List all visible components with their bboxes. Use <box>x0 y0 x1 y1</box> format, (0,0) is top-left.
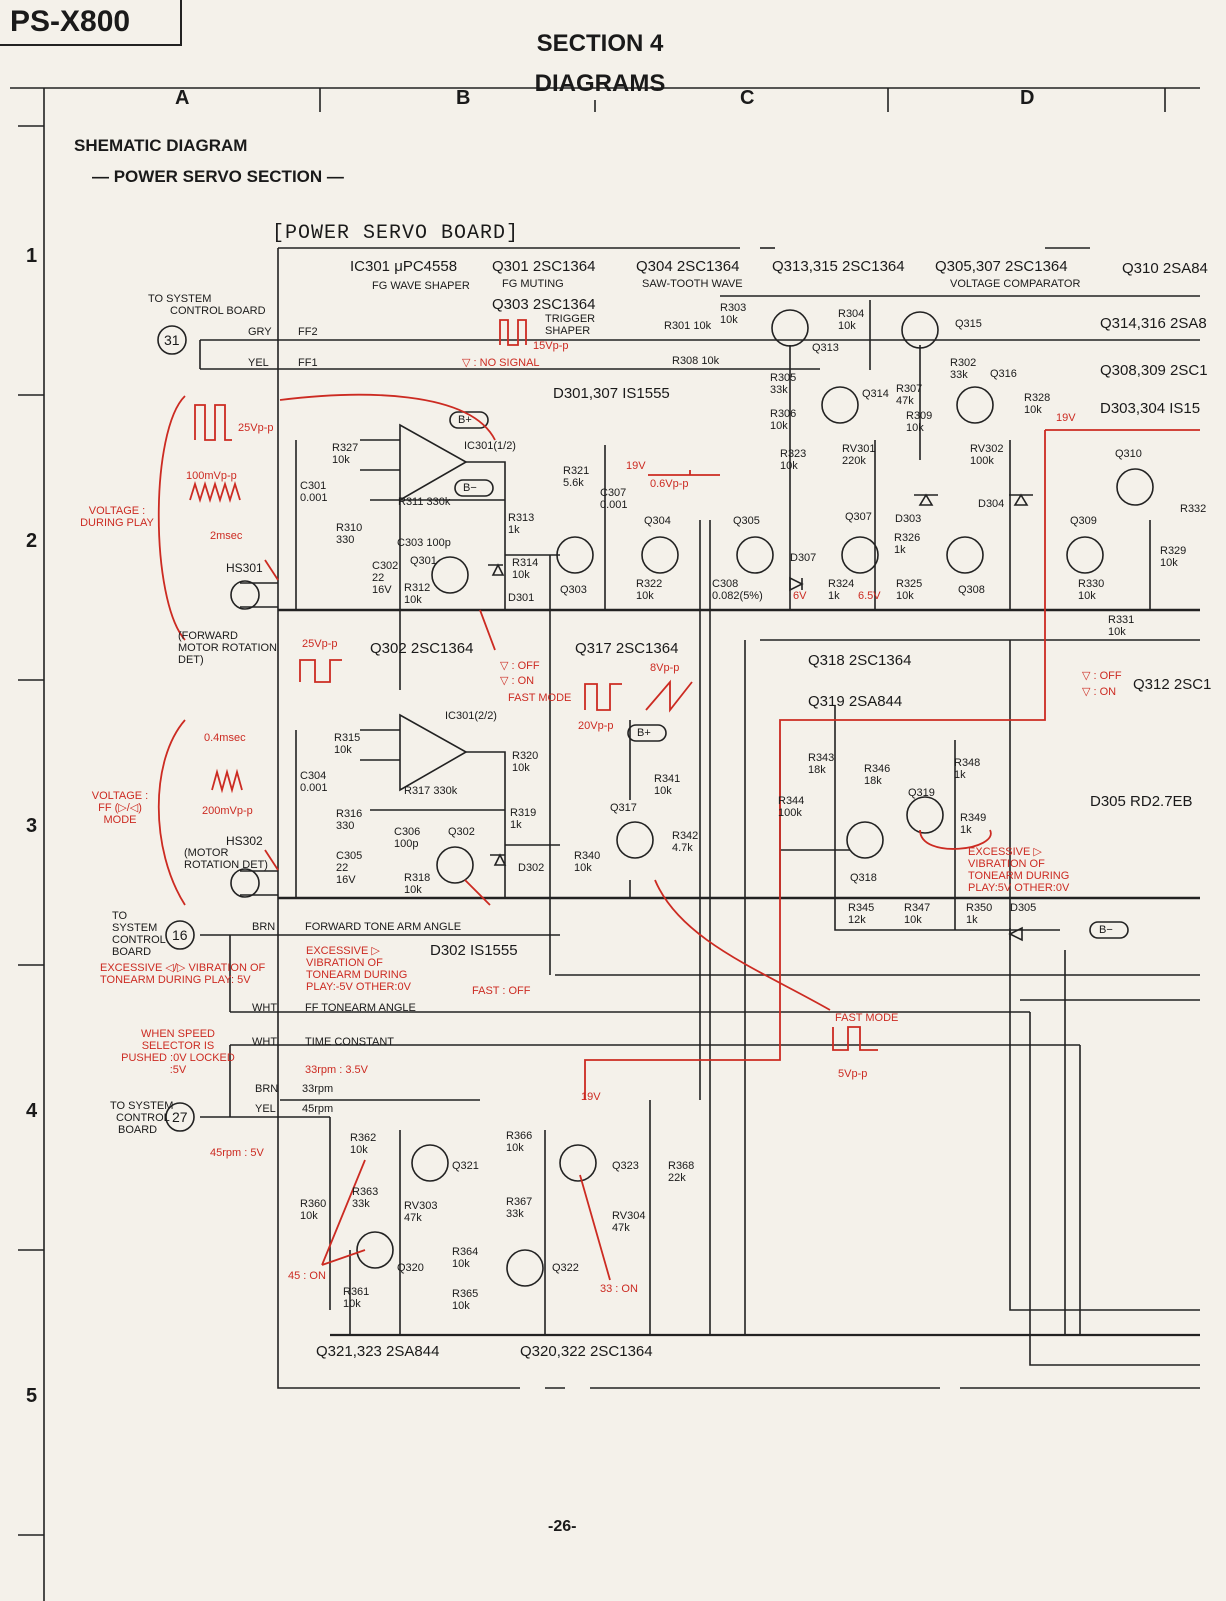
no-signal-label: ▽ : NO SIGNAL <box>462 357 540 369</box>
to-system-board-label: CONTROL BOARD <box>170 305 266 317</box>
v8-label: 8Vp-p <box>650 662 680 674</box>
label-q302: Q302 <box>448 826 475 838</box>
part-r330: R330 10k <box>1078 578 1105 602</box>
q317-label: Q317 2SC1364 <box>575 640 679 657</box>
part-r340: R340 10k <box>574 850 601 874</box>
v19-label-3: 19V <box>581 1091 601 1103</box>
v25-label-2: 25Vp-p <box>302 638 338 650</box>
label-d302: D302 <box>518 862 545 874</box>
label-q321: Q321 <box>452 1160 479 1172</box>
part-r368: R368 22k <box>668 1160 695 1184</box>
q318-label: Q318 2SC1364 <box>808 652 912 669</box>
part-r365: R365 10k <box>452 1288 479 1312</box>
hs301-label: HS301 <box>226 561 263 575</box>
q312-label: Q312 2SC1 <box>1133 676 1212 693</box>
ff-tonearm-label: FF TONEARM ANGLE <box>305 1002 416 1014</box>
page-number: -26- <box>548 1518 577 1535</box>
q304-label: Q304 2SC1364 <box>636 258 740 275</box>
part-r348: R348 1k <box>954 757 981 781</box>
q313-label: Q313,315 2SC1364 <box>772 258 905 275</box>
part-c301: C301 0.001 <box>300 480 328 504</box>
q305-function: VOLTAGE COMPARATOR <box>950 278 1081 290</box>
fast-off-label: FAST : OFF <box>472 985 531 997</box>
part-r346: R346 18k <box>864 763 891 787</box>
model-name: PS-X800 <box>0 0 182 46</box>
label-d301: D301 <box>508 592 535 604</box>
label-q305: Q305 <box>733 515 760 527</box>
label-q304: Q304 <box>644 515 671 527</box>
label-q318: Q318 <box>850 872 877 884</box>
to-system-16-label: TO SYSTEM CONTROL BOARD <box>112 910 166 958</box>
label-q320: Q320 <box>397 1262 424 1274</box>
q303-label: Q303 2SC1364 <box>492 296 596 313</box>
part-c307: C307 0.001 <box>600 487 628 511</box>
on45-label: 45 : ON <box>288 1270 326 1282</box>
board-title: [POWER SERVO BOARD] <box>272 222 520 245</box>
part-r320: R320 10k <box>512 750 539 774</box>
part-bplus-1: B+ <box>458 414 472 426</box>
connector-31: 31 <box>164 332 180 348</box>
q310-label: Q310 2SA84 <box>1122 260 1208 277</box>
part-r301: R301 10k <box>664 320 712 332</box>
part-rv304: RV304 47k <box>612 1210 646 1234</box>
section-subtitle: DIAGRAMS <box>534 70 666 97</box>
part-r324: R324 1k <box>828 578 855 602</box>
on33-label: 33 : ON <box>600 1283 638 1295</box>
part-rv302: RV302 100k <box>970 443 1004 467</box>
part-r341: R341 10k <box>654 773 681 797</box>
wave-200mvpp: 200mVp-p <box>202 805 253 817</box>
label-q315: Q315 <box>955 318 982 330</box>
part-r323: R323 10k <box>780 448 807 472</box>
label-q307: Q307 <box>845 511 872 523</box>
part-bplus-2: B+ <box>637 727 651 739</box>
d305-label: D305 RD2.7EB <box>1090 793 1193 810</box>
part-r331: R331 10k <box>1108 614 1135 638</box>
row-3: 3 <box>26 815 38 837</box>
part-r328: R328 10k <box>1024 392 1051 416</box>
part-ic2: IC301(2/2) <box>445 710 497 722</box>
part-r317: R317 330k <box>404 785 458 797</box>
part-r343: R343 18k <box>808 752 835 776</box>
wire-wht-2: WHT <box>252 1036 278 1048</box>
part-r312: R312 10k <box>404 582 431 606</box>
d303-label: D303,304 IS15 <box>1100 400 1201 417</box>
wave-25vpp: 25Vp-p <box>238 422 274 434</box>
row-4: 4 <box>26 1100 38 1122</box>
v5-label: 5Vp-p <box>838 1068 868 1080</box>
signal-ff1: FF1 <box>298 357 318 369</box>
part-r303: R303 10k <box>720 302 747 326</box>
wire-brn: BRN <box>252 921 276 933</box>
part-r327: R327 10k <box>332 442 359 466</box>
label-q314: Q314 <box>862 388 889 400</box>
part-r367: R367 33k <box>506 1196 533 1220</box>
label-d303: D303 <box>895 513 922 525</box>
wire-wht: WHT <box>252 1002 278 1014</box>
part-rv301: RV301 220k <box>842 443 876 467</box>
wave-100mvpp: 100mVp-p <box>186 470 237 482</box>
label-d305: D305 <box>1010 902 1037 914</box>
excessive-vibration-label-2: EXCESSIVE ▷ VIBRATION OF TONEARM DURING PLAY:-5V OTHER:0V <box>306 945 411 993</box>
part-r332: R332 <box>1180 503 1207 515</box>
q304-function: SAW-TOOTH WAVE <box>642 278 743 290</box>
diagram-title: SHEMATIC DIAGRAM <box>74 136 248 155</box>
q308-label: Q308,309 2SC1 <box>1100 362 1208 379</box>
to-system-27-b: CONTROL <box>116 1112 170 1124</box>
d302-label: D302 IS1555 <box>430 942 518 959</box>
part-r329: R329 10k <box>1160 545 1187 569</box>
label-q316: Q316 <box>990 368 1017 380</box>
label-q310: Q310 <box>1115 448 1142 460</box>
label-q323: Q323 <box>612 1160 639 1172</box>
part-bminus-2: B− <box>1099 924 1113 936</box>
column-c: C <box>740 87 755 109</box>
section-title: SECTION 4 <box>536 30 664 57</box>
part-r345: R345 12k <box>848 902 875 926</box>
part-r366: R366 10k <box>506 1130 533 1154</box>
off-label: ▽ : OFF <box>500 660 540 672</box>
voltage-ff-mode: VOLTAGE : FF (▷/◁) MODE <box>91 790 149 826</box>
label-q303: Q303 <box>560 584 587 596</box>
d301-label: D301,307 IS1555 <box>553 385 670 402</box>
ic301-function: FG WAVE SHAPER <box>372 280 470 292</box>
label-q317: Q317 <box>610 802 637 814</box>
v20-label: 20Vp-p <box>578 720 614 732</box>
part-ic1: IC301(1/2) <box>464 440 516 452</box>
diagram-subtitle: — POWER SERVO SECTION — <box>92 167 344 186</box>
to-system-27-c: BOARD <box>118 1124 158 1136</box>
part-r306: R306 10k <box>770 408 797 432</box>
rpm33-label: 33rpm <box>302 1083 334 1095</box>
to-system-27-a: TO SYSTEM <box>110 1100 174 1112</box>
fast-mode-label: FAST MODE <box>508 692 572 704</box>
label-q308: Q308 <box>958 584 985 596</box>
part-bminus-1: B− <box>463 482 477 494</box>
on-label: ▽ : ON <box>500 675 535 687</box>
ic301-label: IC301 μPC4558 <box>350 258 458 275</box>
q312-off: ▽ : OFF <box>1082 670 1122 682</box>
part-r318: R318 10k <box>404 872 431 896</box>
part-rv303: RV303 47k <box>404 1200 438 1224</box>
part-r304: R304 10k <box>838 308 865 332</box>
q314-label: Q314,316 2SA8 <box>1100 315 1207 332</box>
q301-function: FG MUTING <box>502 278 564 290</box>
part-r305: R305 33k <box>770 372 797 396</box>
part-r311: R311 330k <box>398 496 451 508</box>
q319-label: Q319 2SA844 <box>808 693 903 710</box>
fast-mode-label-2: FAST MODE <box>835 1012 899 1024</box>
part-r310: R310 330 <box>336 522 363 546</box>
part-c308: C308 0.082(5%) <box>712 578 763 602</box>
part-c304: C304 0.001 <box>300 770 328 794</box>
part-r322: R322 10k <box>636 578 663 602</box>
speed-selector-label: WHEN SPEED SELECTOR IS PUSHED :0V LOCKED :5V <box>121 1028 235 1076</box>
hs302-function: (MOTOR ROTATION DET) <box>184 847 268 871</box>
part-r360: R360 10k <box>300 1198 327 1222</box>
part-r342: R342 4.7k <box>672 830 699 854</box>
part-r326: R326 1k <box>894 532 921 556</box>
forward-tonearm-label: FORWARD TONE ARM ANGLE <box>305 921 462 933</box>
v06-label: 0.6Vp-p <box>650 478 689 490</box>
label-q313: Q313 <box>812 342 839 354</box>
part-r349: R349 1k <box>960 812 987 836</box>
part-r321: R321 5.6k <box>563 465 590 489</box>
part-r313: R313 1k <box>508 512 535 536</box>
part-r315: R315 10k <box>334 732 361 756</box>
q301-label: Q301 2SC1364 <box>492 258 596 275</box>
hs301-function: (FORWARD MOTOR ROTATION DET) <box>178 630 277 666</box>
part-r302: R302 33k <box>950 357 977 381</box>
part-r362: R362 10k <box>350 1132 377 1156</box>
part-c305: C305 22 16V <box>336 850 363 886</box>
v19-label: 19V <box>626 460 646 472</box>
label-d304: D304 <box>978 498 1005 510</box>
q305-label: Q305,307 2SC1364 <box>935 258 1068 275</box>
label-q301: Q301 <box>410 555 437 567</box>
v65-label: 6.5V <box>858 590 881 602</box>
signal-ff2: FF2 <box>298 326 318 338</box>
column-d: D <box>1020 87 1035 109</box>
hs302-label: HS302 <box>226 834 263 848</box>
time-constant-label: TIME CONSTANT <box>305 1036 395 1048</box>
row-1: 1 <box>26 245 38 267</box>
part-r307: R307 47k <box>896 383 923 407</box>
part-r316: R316 330 <box>336 808 363 832</box>
part-c306: C306 100p <box>394 826 421 850</box>
wire-yel-2: YEL <box>255 1103 276 1115</box>
part-r363: R363 33k <box>352 1186 379 1210</box>
column-b: B <box>456 87 471 109</box>
part-c303: C303 100p <box>397 537 451 549</box>
part-r325: R325 10k <box>896 578 923 602</box>
v19-label-2: 19V <box>1056 412 1076 424</box>
row-5: 5 <box>26 1385 38 1407</box>
wave-04msec: 0.4msec <box>204 732 246 744</box>
wire-gry: GRY <box>248 326 272 338</box>
excessive-vibration-label-3: EXCESSIVE ◁/▷ VIBRATION OF TONEARM DURING PLAY: 5V <box>100 962 266 986</box>
wire-yel: YEL <box>248 357 269 369</box>
part-r308: R308 10k <box>672 355 720 367</box>
to-system-label: TO SYSTEM <box>148 293 212 305</box>
q320-label: Q320,322 2SC1364 <box>520 1343 653 1360</box>
label-q309: Q309 <box>1070 515 1097 527</box>
part-r319: R319 1k <box>510 807 537 831</box>
part-r314: R314 10k <box>512 557 539 581</box>
part-r309: R309 10k <box>906 410 933 434</box>
v6-label: 6V <box>793 590 807 602</box>
label-q319: Q319 <box>908 787 935 799</box>
voltage-during-play: VOLTAGE : DURING PLAY <box>80 505 154 529</box>
connector-27: 27 <box>172 1109 188 1125</box>
rpm45-label: 45rpm <box>302 1103 334 1115</box>
part-r347: R347 10k <box>904 902 931 926</box>
excessive-vibration-label: EXCESSIVE ▷ VIBRATION OF TONEARM DURING PLAY:5V OTHER:0V <box>968 846 1070 894</box>
label-q322: Q322 <box>552 1262 579 1274</box>
part-r344: R344 100k <box>778 795 805 819</box>
q302-label: Q302 2SC1364 <box>370 640 474 657</box>
label-d307: D307 <box>790 552 817 564</box>
q312-on: ▽ : ON <box>1082 686 1117 698</box>
wire-brn-2: BRN <box>255 1083 279 1095</box>
connector-16: 16 <box>172 927 188 943</box>
q321-label: Q321,323 2SA844 <box>316 1343 440 1360</box>
part-r350: R350 1k <box>966 902 993 926</box>
wave-2msec: 2msec <box>210 530 243 542</box>
part-r361: R361 10k <box>343 1286 370 1310</box>
part-c302: C302 22 16V <box>372 560 399 596</box>
column-a: A <box>175 87 190 109</box>
rpm33-voltage: 33rpm : 3.5V <box>305 1064 368 1076</box>
row-2: 2 <box>26 530 38 552</box>
v15-label: 15Vp-p <box>533 340 569 352</box>
part-r364: R364 10k <box>452 1246 479 1270</box>
q303-function: TRIGGER SHAPER <box>545 313 596 337</box>
rpm45-voltage: 45rpm : 5V <box>210 1147 264 1159</box>
